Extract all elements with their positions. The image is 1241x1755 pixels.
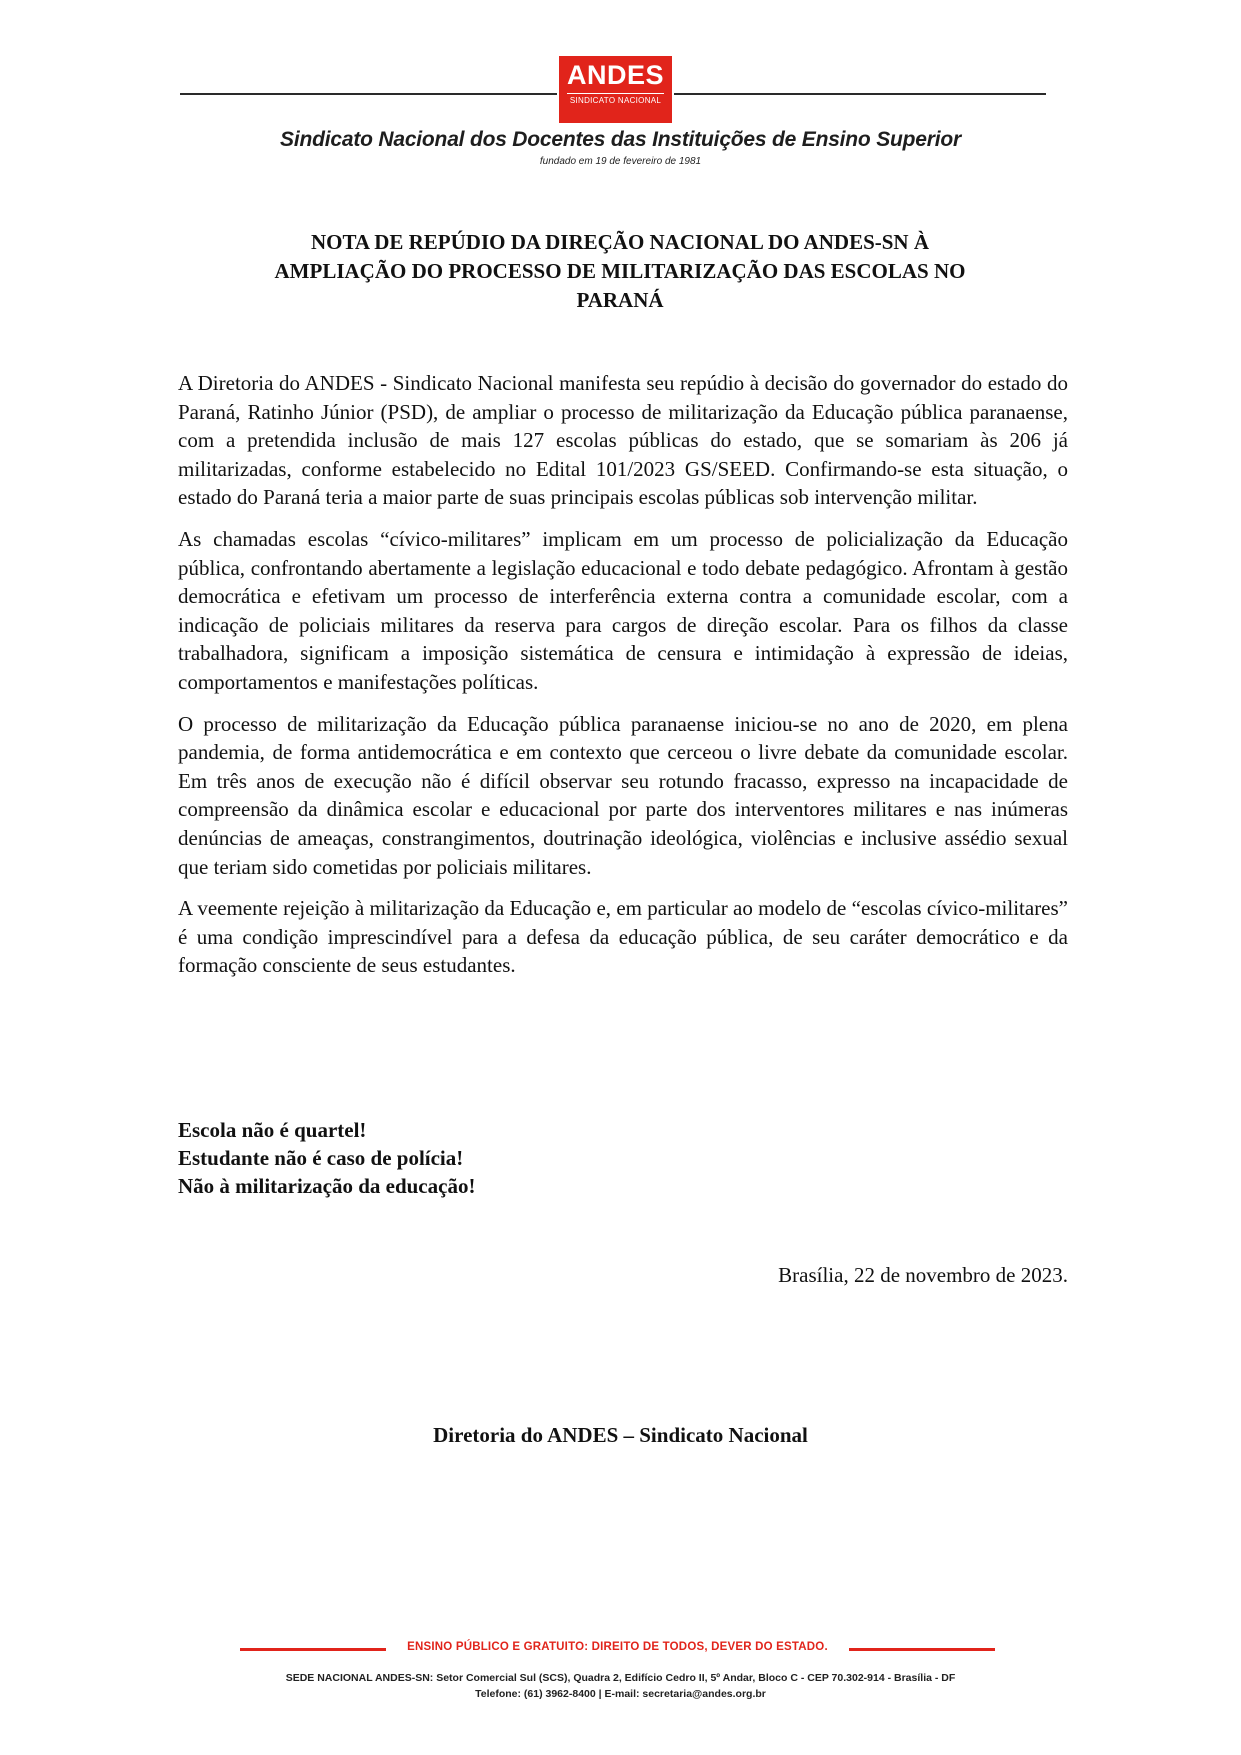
organization-name: Sindicato Nacional dos Docentes das Instituições de Ensino Superior <box>280 128 961 151</box>
letterhead <box>0 0 1241 180</box>
title-line-2: AMPLIAÇÃO DO PROCESSO DE MILITARIZAÇÃO DAS ESCOLAS NO <box>274 259 966 283</box>
slogan-3: Não à militarização da educação! <box>178 1174 476 1198</box>
header-divider-right <box>674 93 1046 95</box>
footer-address <box>0 1670 1241 1702</box>
body-paragraph-4: A veemente rejeição à militarização da Educação e, em particular ao modelo de “escolas cívico-militares” é uma condição imprescindível para a defesa da educação pública, de seu caráter democrático e da formação consciente de seus estudantes. <box>178 896 1068 978</box>
logo-subtext: SINDICATO NACIONAL <box>569 96 662 105</box>
andes-logo <box>559 56 672 123</box>
footer-divider-right <box>849 1648 995 1651</box>
logo-text: ANDES <box>566 60 664 90</box>
footer-motto: ENSINO PÚBLICO E GRATUITO: DIREITO DE TODOS, DEVER DO ESTADO. <box>407 1641 828 1653</box>
address-line-1: SEDE NACIONAL ANDES-SN: Setor Comercial Sul (SCS), Quadra 2, Edifício Cedro II, 5º Andar, Bloco C - CEP 70.302-914 - Brasília - DF <box>285 1672 956 1684</box>
slogans <box>178 1116 1058 1200</box>
document-title <box>180 228 1060 315</box>
body-paragraph-2: As chamadas escolas “cívico-militares” implicam em um processo de policialização da Educação pública, confrontando abertamente a legislação educacional e todo debate pedagógico. Afrontam à gestão democrática e efetivam um processo de interferência externa contra a comunidade escolar, com a indicação de policiais militares da reserva para cargos de direção escolar. Para os filhos da classe trabalhadora, significam a imposição sistemática de censura e intimidação à expressão de ideias, comportamentos e manifestações políticas. <box>178 526 1068 694</box>
address-line-2: Telefone: (61) 3962-8400 | E-mail: secretaria@andes.org.br <box>475 1688 766 1700</box>
founded-date: fundado em 19 de fevereiro de 1981 <box>539 156 702 167</box>
footer-divider-left <box>240 1648 386 1651</box>
title-line-3: PARANÁ <box>576 288 664 312</box>
document-body <box>178 369 1068 993</box>
slogan-2: Estudante não é caso de polícia! <box>178 1146 464 1170</box>
body-paragraph-3: O processo de militarização da Educação pública paranaense iniciou-se no ano de 2020, em plena pandemia, de forma antidemocrática e em contexto que cerceou o livre debate da comunidade escolar. Em três anos de execução não é difícil observar seu rotundo fracasso, expresso na incapacidade de compreensão da dinâmica escolar e educacional por parte dos interventores militares e nas inúmeras denúncias de ameaças, constrangimentos, doutrinação ideológica, violências e inclusive assédio sexual que teriam sido cometidas por policiais militares. <box>178 711 1068 879</box>
header-divider-left <box>180 93 557 95</box>
title-line-1: NOTA DE REPÚDIO DA DIREÇÃO NACIONAL DO ANDES-SN À <box>310 230 930 254</box>
slogan-1: Escola não é quartel! <box>178 1118 367 1142</box>
place-and-date: Brasília, 22 de novembro de 2023. <box>778 1263 1068 1287</box>
body-paragraph-1: A Diretoria do ANDES - Sindicato Nacional manifesta seu repúdio à decisão do governador do estado do Paraná, Ratinho Júnior (PSD), de ampliar o processo de militarização da Educação pública paranaense, com a pretendida inclusão de mais 127 escolas públicas do estado, que se somariam às 206 já militarizadas, conforme estabelecido no Edital 101/2023 GS/SEED. Confirmando-se esta situação, o estado do Paraná teria a maior parte de suas principais escolas públicas sob intervenção militar. <box>178 371 1068 510</box>
signature: Diretoria do ANDES – Sindicato Nacional <box>433 1423 808 1447</box>
